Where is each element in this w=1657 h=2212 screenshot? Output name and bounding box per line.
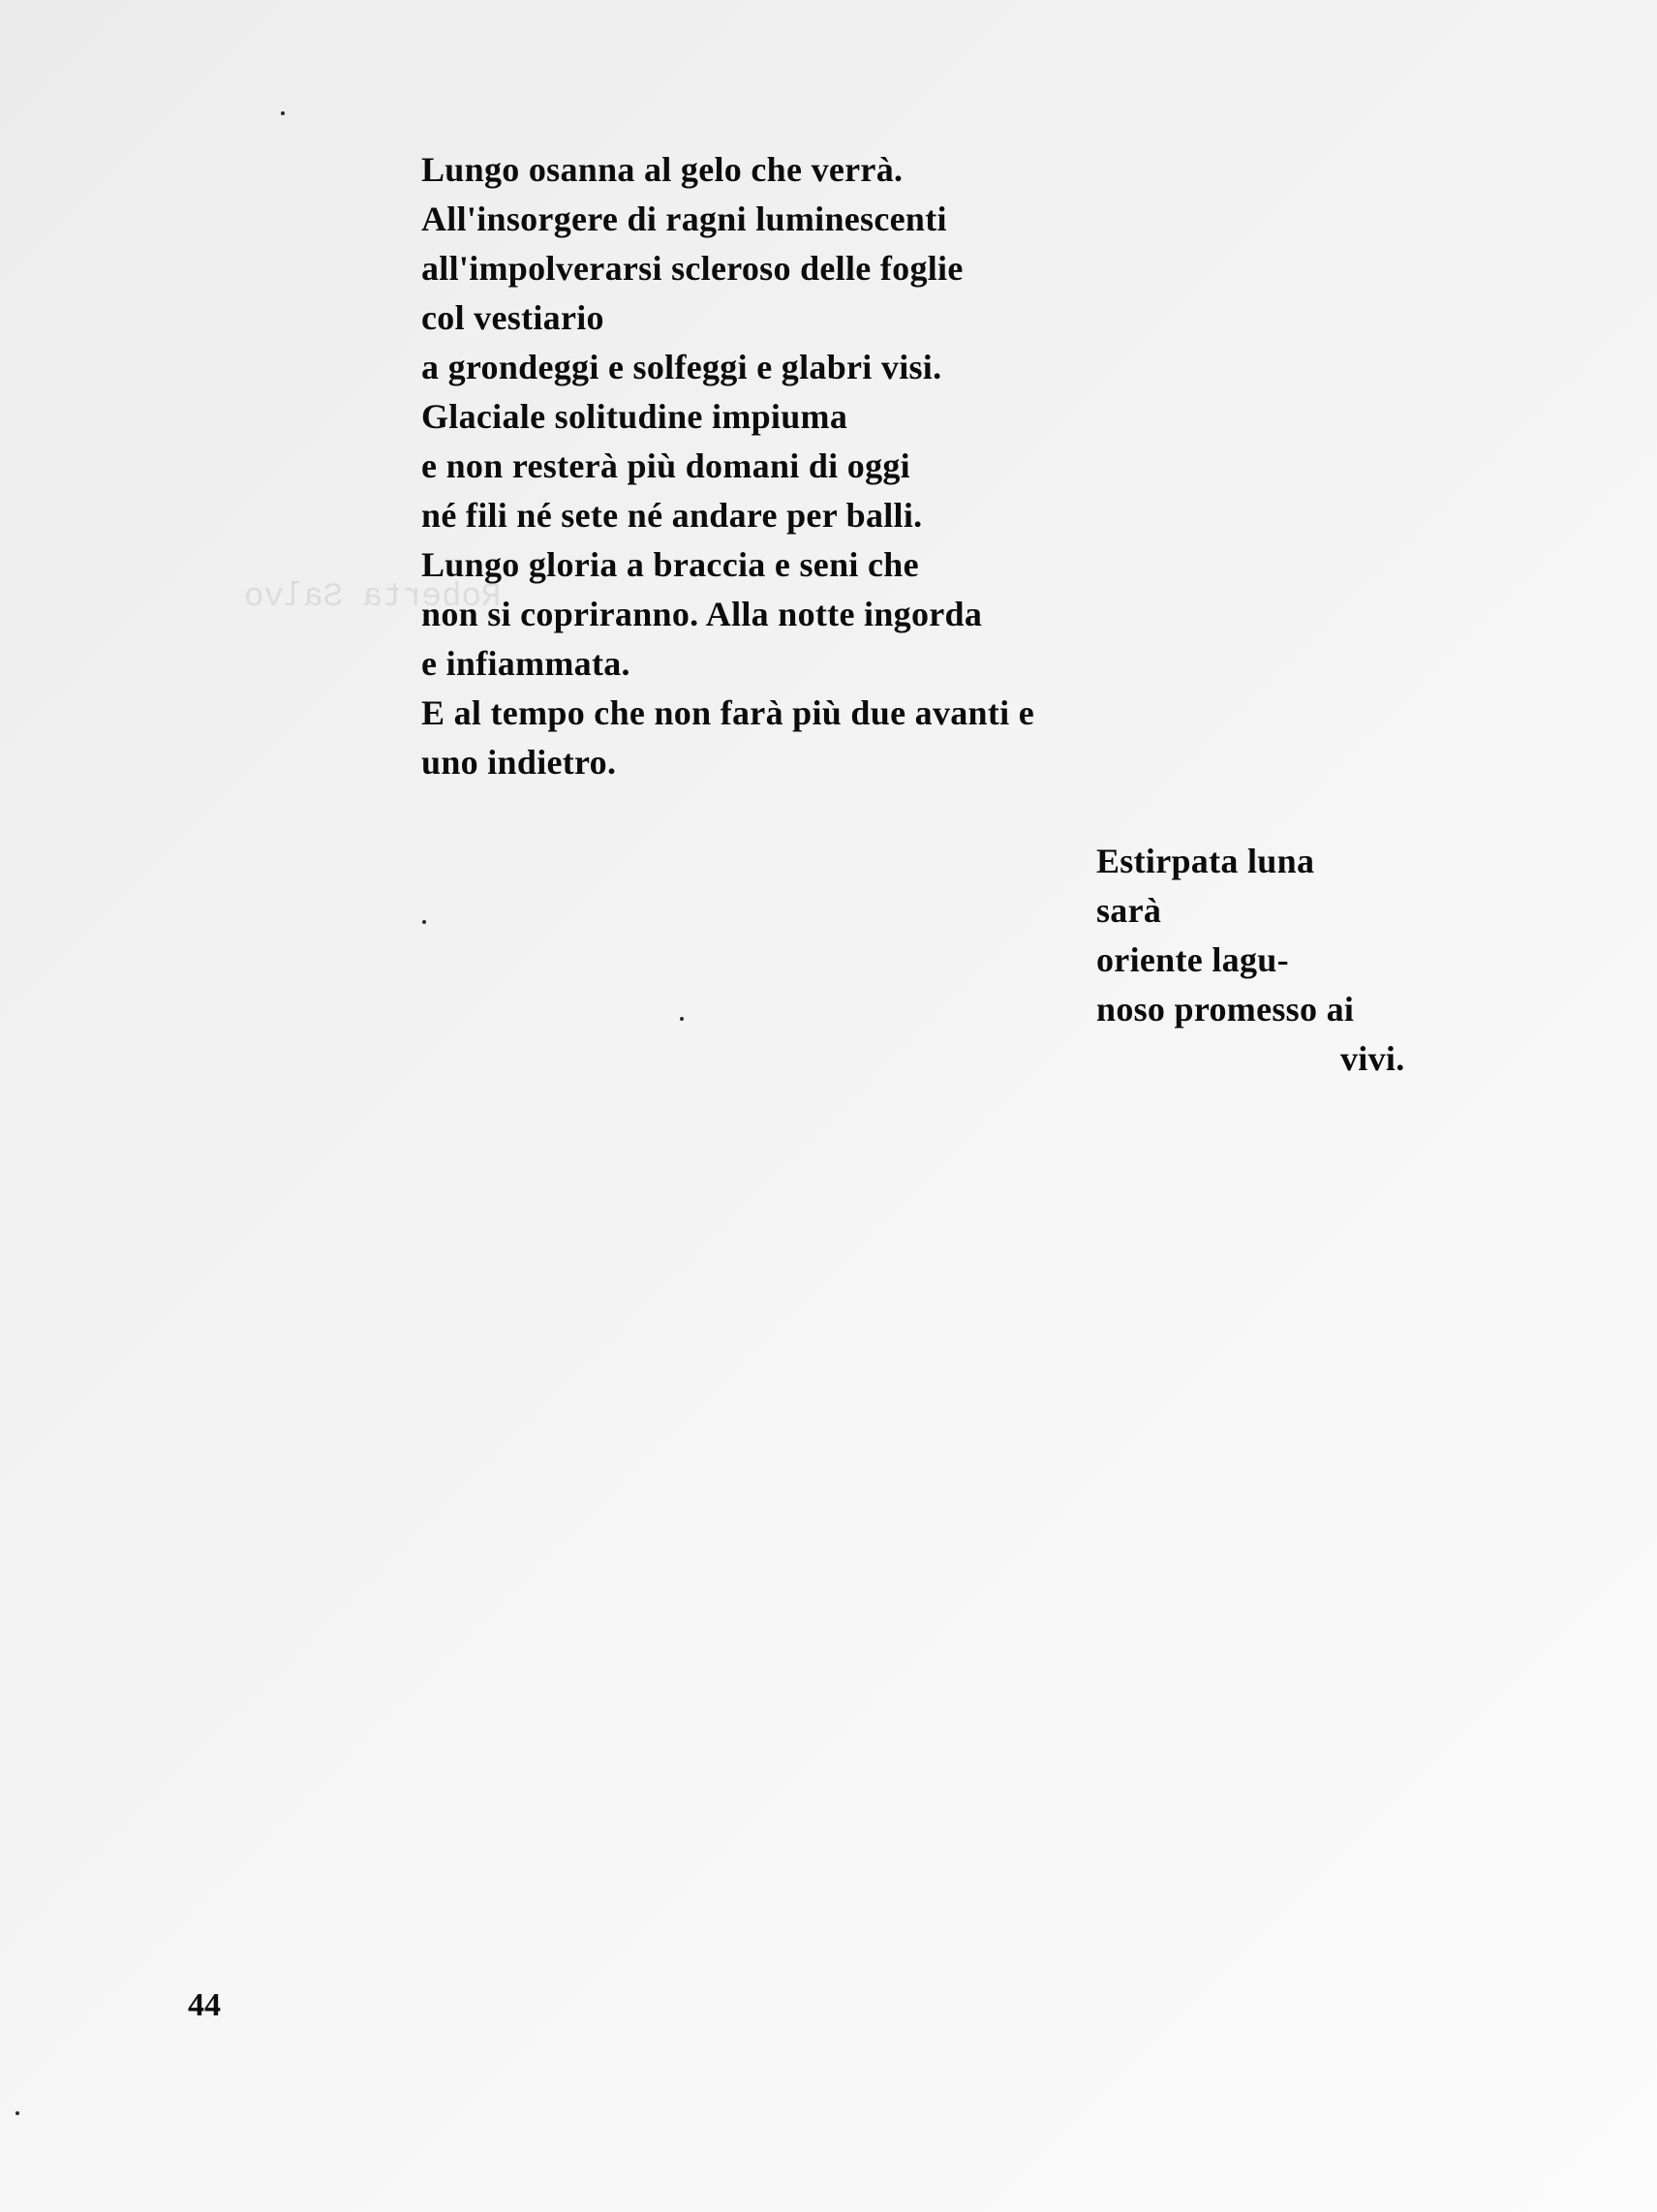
poem-line: Lungo gloria a braccia e seni che (421, 545, 919, 584)
paper-speck (15, 2111, 19, 2115)
paper-speck (422, 920, 426, 924)
coda-line: Estirpata luna (1096, 842, 1315, 880)
poem-line: All'insorgere di ragni luminescenti (421, 200, 947, 238)
poem-line: né fili né sete né andare per balli. (421, 496, 923, 535)
poem-line: Glaciale solitudine impiuma (421, 397, 848, 436)
show-through-text: Roberta Salvo (244, 579, 502, 616)
poem-line: uno indietro. (421, 743, 617, 782)
poem-line: E al tempo che non farà più due avanti e (421, 693, 1035, 732)
page-number: 44 (188, 1987, 221, 2023)
paper-speck (680, 1017, 684, 1021)
coda-line: noso promesso ai (1096, 990, 1355, 1029)
coda-line: sarà (1096, 891, 1162, 930)
poem-line: all'impolverarsi scleroso delle foglie (421, 249, 964, 288)
poem-line: e non resterà più domani di oggi (421, 446, 910, 485)
poem-line: e infiammata. (421, 644, 630, 683)
coda-line: vivi. (1340, 1039, 1405, 1078)
paper-speck (281, 111, 285, 115)
poem-coda (1096, 837, 1445, 1084)
poem-line: col vestiario (421, 298, 604, 337)
coda-line: oriente lagu- (1096, 940, 1289, 979)
poem-body (421, 145, 1293, 787)
poem-line: a grondeggi e solfeggi e glabri visi. (421, 348, 942, 386)
poem-line: non si copriranno. Alla notte ingorda (421, 595, 983, 633)
poem-line: Lungo osanna al gelo che verrà. (421, 150, 904, 189)
